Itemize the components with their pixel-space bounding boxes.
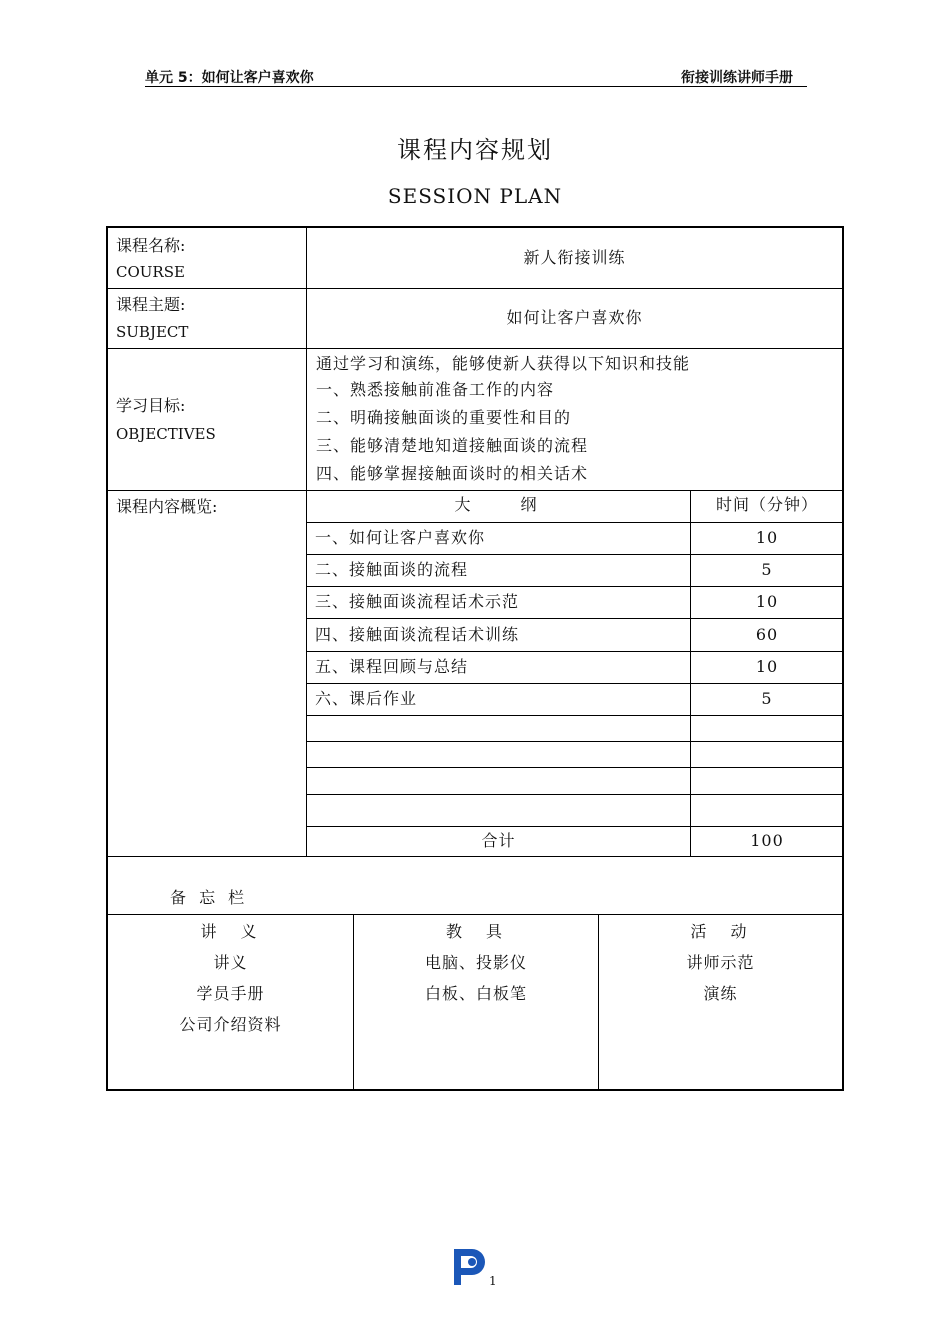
overview-header-time: 时间（分钟）: [715, 495, 818, 514]
row-divider-subject: [108, 348, 842, 349]
subject-label-cn: 课程主题:: [116, 295, 186, 314]
header-unit-title: 单元 5：如何让客户喜欢你: [145, 70, 314, 86]
memo-header-activities: 活 动: [690, 922, 751, 941]
page-title-cn: 课程内容规划: [397, 136, 553, 164]
row-divider-memo: [108, 914, 842, 915]
course-value: 新人衔接训练: [523, 248, 626, 267]
overview-row-item: 五、课程回顾与总结: [315, 657, 469, 676]
objectives-label-cn: 学习目标:: [116, 396, 186, 415]
overview-row-divider: [307, 522, 842, 523]
objectives-label-en: OBJECTIVES: [116, 425, 216, 443]
subject-label-en: SUBJECT: [116, 323, 189, 341]
memo-header-handouts: 讲 义: [200, 922, 261, 941]
row-divider-course: [108, 288, 842, 289]
objectives-line: 二、明确接触面谈的重要性和目的: [316, 408, 572, 427]
row-divider-overview: [108, 856, 842, 857]
overview-row-divider: [307, 741, 842, 742]
overview-row-time: 10: [755, 528, 779, 547]
objectives-line: 通过学习和演练，能够使新人获得以下知识和技能: [316, 354, 691, 373]
overview-row-time: 5: [761, 560, 773, 579]
overview-row-time: 10: [755, 592, 779, 611]
memo-item: 演练: [703, 984, 738, 1003]
overview-row-divider: [307, 794, 842, 795]
page-title-en: SESSION PLAN: [387, 184, 563, 208]
overview-row-divider: [307, 651, 842, 652]
memo-column-activities: [599, 916, 842, 1009]
course-label-en: COURSE: [116, 263, 185, 281]
overview-row-item: 三、接触面谈流程话术示范: [315, 592, 520, 611]
overview-row-divider: [307, 554, 842, 555]
overview-header-outline: 大 纲: [454, 495, 543, 514]
memo-column-handouts: [108, 916, 353, 1040]
overview-row-divider: [307, 715, 842, 716]
memo-item: 讲义: [213, 953, 248, 972]
overview-row-item: 二、接触面谈的流程: [315, 560, 469, 579]
objectives-line: 四、能够掌握接触面谈时的相关话术: [316, 464, 589, 483]
overview-total-value: 100: [750, 831, 784, 850]
memo-column-tools: [354, 916, 598, 1009]
memo-label: 备 忘 栏: [170, 888, 249, 907]
memo-item: 电脑、投影仪: [424, 953, 527, 972]
memo-item: 白板、白板笔: [424, 984, 527, 1003]
header-manual-title: 衔接训练讲师手册: [681, 70, 793, 86]
overview-label: 课程内容概览:: [116, 497, 218, 516]
overview-row-item: 一、如何让客户喜欢你: [315, 528, 486, 547]
overview-total-label: 合计: [481, 831, 516, 850]
course-label-cn: 课程名称:: [116, 236, 186, 255]
objectives-line: 三、能够清楚地知道接触面谈的流程: [316, 436, 589, 455]
overview-grid: [307, 490, 842, 856]
page-header: [145, 66, 807, 87]
overview-row-time: 10: [755, 657, 779, 676]
overview-row-divider: [307, 586, 842, 587]
memo-header-tools: 教 具: [445, 922, 506, 941]
overview-row-item: 四、接触面谈流程话术训练: [315, 624, 520, 644]
memo-item: 学员手册: [196, 984, 265, 1003]
overview-row-divider: [307, 683, 842, 684]
memo-item: 公司介绍资料: [179, 1015, 282, 1034]
overview-row-time: 60: [755, 624, 779, 644]
overview-row-time: 5: [761, 689, 773, 708]
overview-row-divider: [307, 767, 842, 768]
subject-value: 如何让客户喜欢你: [506, 308, 643, 327]
session-plan-table: [106, 226, 844, 1091]
memo-item: 讲师示范: [686, 953, 755, 972]
company-logo-icon: [452, 1245, 488, 1287]
overview-row-divider: [307, 618, 842, 619]
objectives-line: 一、熟悉接触前准备工作的内容: [316, 380, 555, 399]
page-number: 1: [489, 1274, 497, 1288]
overview-row-item: 六、课后作业: [315, 689, 418, 708]
